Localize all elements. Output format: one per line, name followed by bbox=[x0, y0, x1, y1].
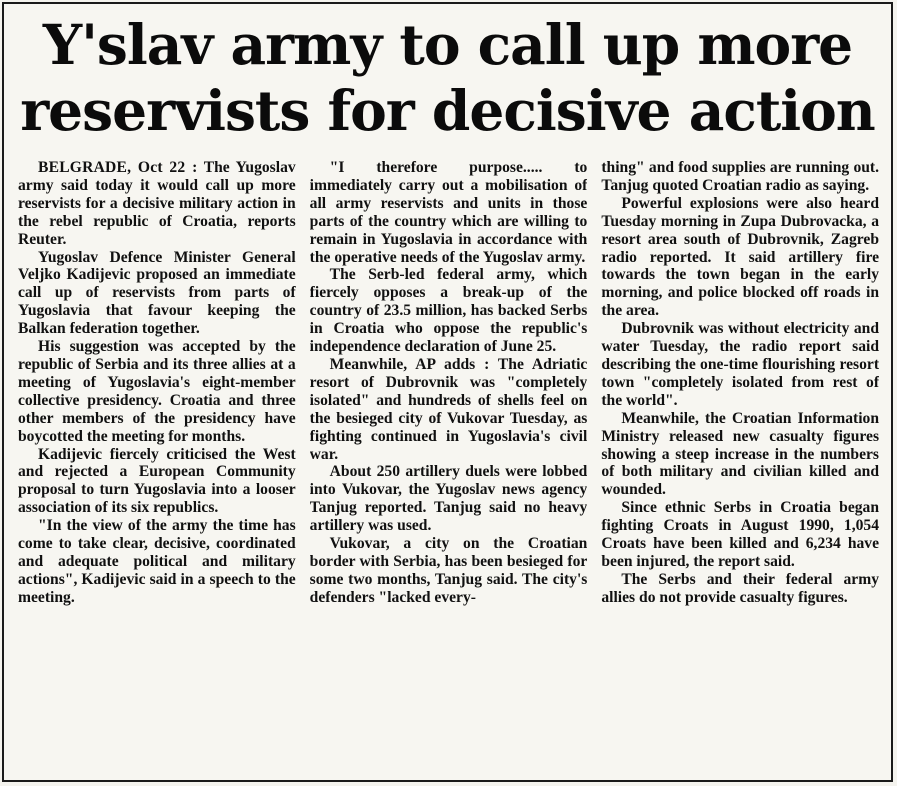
paragraph: His suggestion was accepted by the republic of Serbia and its three allies at a meeting of Yugoslavia's eight-member collective presidency. Croatia and three other members of the presidency have boycotted the meeting for months. bbox=[18, 338, 296, 445]
column-2 bbox=[310, 159, 588, 774]
paragraph: The Serbs and their federal army allies do not provide casualty figures. bbox=[601, 570, 879, 606]
paragraph: Meanwhile, the Croatian Information Ministry released new casualty figures showing a steep increase in the numbers of both military and civilian killed and wounded. bbox=[601, 409, 880, 499]
paragraph: Powerful explosions were also heard Tuesday morning in Zupa Dubrovacka, a resort area south of Dubrovnik, Zagreb radio reported. It said artillery fire towards the town began in the early morning, and police blocked off roads in the area. bbox=[601, 194, 880, 320]
column-1 bbox=[18, 159, 296, 774]
paragraph bbox=[18, 159, 296, 249]
headline: Y'slav army to call up more reservists for decisive action bbox=[20, 12, 875, 143]
paragraph: thing" and food supplies are running out. Tanjug quoted Croatian radio as saying. bbox=[601, 159, 880, 194]
paragraph: "I therefore purpose..... to immediately carry out a mobilisation of all army reservists and units in those parts of the country which are willing to remain in Yugoslavia in accordance with the operative needs of the Yugoslav army. bbox=[309, 159, 588, 266]
paragraph: "In the view of the army the time has come to take clear, decisive, coordinated and adequate political and military actions", Kadijevic said in a speech to the meeting. bbox=[18, 517, 296, 606]
column-3 bbox=[601, 159, 879, 774]
paragraph: Meanwhile, AP adds : The Adriatic resort of Dubrovnik was "completely isolated" and hundreds of shells feel on the besieged city of Vukovar Tuesday, as fighting continued in Yugoslavia's civil war. bbox=[309, 355, 588, 463]
paragraph: Vukovar, a city on the Croatian border with Serbia, has been besieged for some two months, Tanjug said. The city's defenders "lacked every- bbox=[309, 535, 588, 606]
dateline: BELGRADE, Oct 22 : bbox=[38, 159, 198, 176]
news-clipping bbox=[2, 2, 893, 782]
paragraph: Since ethnic Serbs in Croatia began fighting Croats in August 1990, 1,054 Croats have been killed and 6,234 have been injured, the report said. bbox=[601, 499, 880, 570]
paragraph: The Serb-led federal army, which fiercely opposes a break-up of the country of 23.5 million, has backed Serbs in Croatia who oppose the republic's independence declaration of June 25. bbox=[309, 266, 588, 356]
paragraph: Dubrovnik was without electricity and water Tuesday, the radio report said describing the one-time flourishing resort town "completely isolated from rest of the world". bbox=[601, 320, 880, 409]
paragraph: Yugoslav Defence Minister General Veljko Kadijevic proposed an immediate call up of reservists from parts of Yugoslavia that favour keeping the Balkan federation together. bbox=[18, 248, 296, 338]
paragraph: About 250 artillery duels were lobbed into Vukovar, the Yugoslav news agency Tanjug reported. Tanjug said no heavy artillery was used. bbox=[309, 463, 588, 535]
paragraph: Kadijevic fiercely criticised the West and rejected a European Community proposal to turn Yugoslavia into a looser association of its six republics. bbox=[18, 445, 296, 517]
article-body bbox=[18, 159, 879, 774]
paragraph-text: The Yugoslav army said today it would call up more reservists for a decisive military action in the rebel republic of Croatia, reports Reuter. bbox=[18, 159, 296, 248]
